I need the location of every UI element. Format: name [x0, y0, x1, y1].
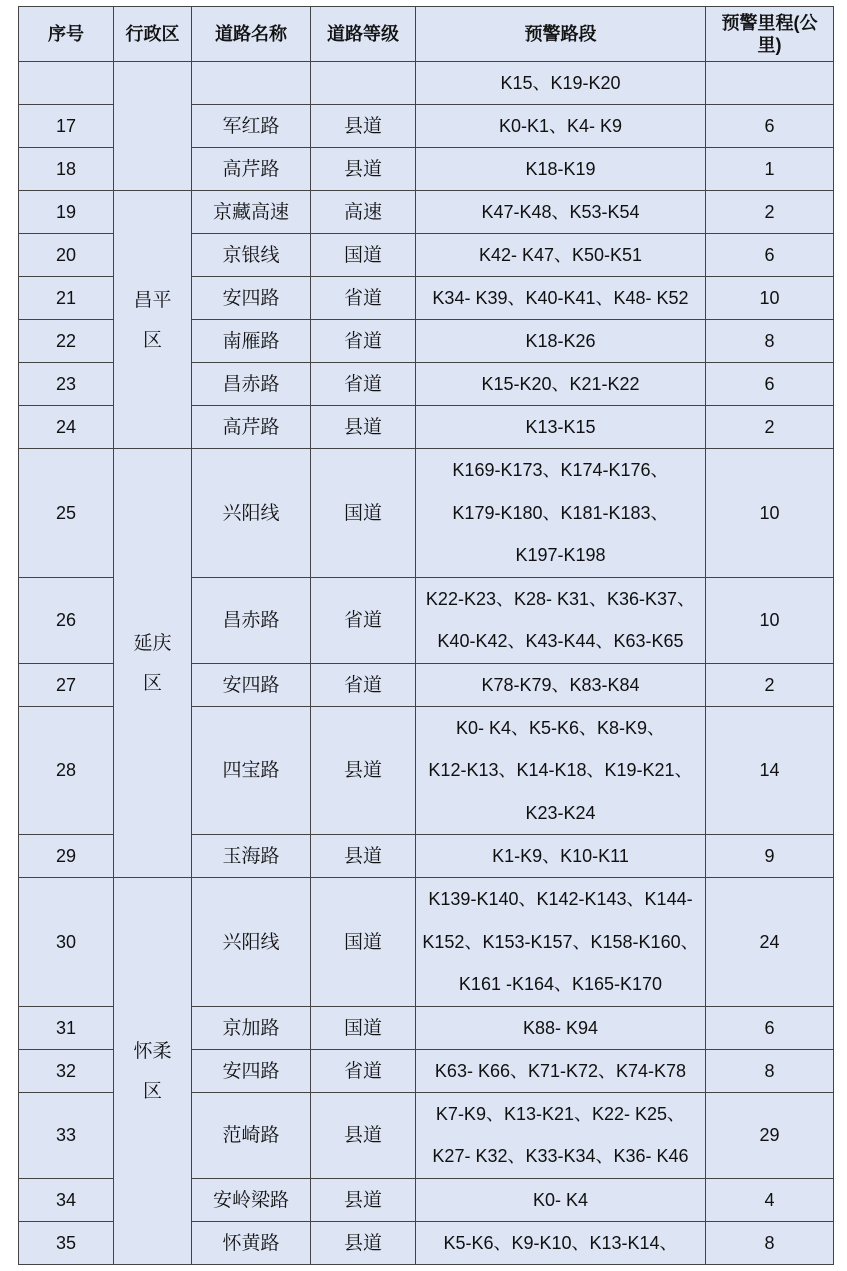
road-grade: 县道 — [311, 1178, 416, 1221]
warning-mileage: 1 — [706, 148, 834, 191]
row-number: 27 — [19, 663, 114, 706]
warning-mileage: 9 — [706, 835, 834, 878]
segment-line: K15-K20、K21-K22 — [481, 374, 640, 394]
warning-segments — [416, 706, 706, 835]
row-number: 20 — [19, 234, 114, 277]
road-name: 四宝路 — [192, 706, 311, 835]
warning-mileage: 6 — [706, 234, 834, 277]
header-segments: 预警路段 — [416, 7, 706, 62]
segment-line: K0- K4 — [532, 1189, 589, 1210]
segment-line: K18-K19 — [525, 159, 596, 179]
segment-line: K42- K47、K50-K51 — [478, 245, 643, 265]
road-grade: 县道 — [311, 406, 416, 449]
road-name: 安四路 — [192, 1049, 311, 1092]
warning-segments — [416, 105, 706, 148]
segment-line: K47-K48、K53-K54 — [481, 202, 640, 222]
district-label: 区 — [142, 328, 162, 351]
warning-segments — [416, 62, 706, 105]
warning-mileage: 2 — [706, 406, 834, 449]
table-row — [19, 62, 834, 105]
table-row — [19, 449, 834, 578]
road-grade: 县道 — [311, 706, 416, 835]
road-grade: 县道 — [311, 148, 416, 191]
road-name: 高芹路 — [192, 148, 311, 191]
warning-road-table — [18, 6, 834, 1265]
row-number: 35 — [19, 1221, 114, 1264]
district-label: 区 — [142, 1079, 162, 1102]
segment-line: K78-K79、K83-K84 — [481, 674, 640, 695]
warning-mileage: 6 — [706, 363, 834, 406]
header-mileage-line2: 里) — [757, 35, 782, 55]
warning-mileage: 4 — [706, 1178, 834, 1221]
warning-segments — [416, 320, 706, 363]
district-label: 延庆 — [133, 632, 172, 654]
row-number: 17 — [19, 105, 114, 148]
road-grade: 国道 — [311, 449, 416, 578]
warning-mileage — [706, 62, 834, 105]
road-grade: 县道 — [311, 835, 416, 878]
road-name: 兴阳线 — [192, 878, 311, 1007]
segment-line: K1-K9、K10-K11 — [492, 846, 629, 866]
district-cell — [114, 449, 192, 878]
road-name: 京藏高速 — [192, 191, 311, 234]
road-grade: 国道 — [311, 234, 416, 277]
warning-mileage: 6 — [706, 105, 834, 148]
segment-line: K161 -K164、K165-K170 — [458, 974, 663, 994]
row-number: 29 — [19, 835, 114, 878]
segment-line: K152、K153-K157、K158-K160、 — [422, 931, 699, 952]
road-grade: 高速 — [311, 191, 416, 234]
warning-mileage: 8 — [706, 1221, 834, 1264]
road-grade: 国道 — [311, 1006, 416, 1049]
header-mileage-line1: 预警里程(公 — [721, 13, 818, 33]
road-name: 玉海路 — [192, 835, 311, 878]
row-number: 21 — [19, 277, 114, 320]
road-name: 安岭梁路 — [192, 1178, 311, 1221]
road-grade: 省道 — [311, 277, 416, 320]
road-name: 范崎路 — [192, 1092, 311, 1178]
warning-mileage: 10 — [706, 577, 834, 663]
segment-line: K7-K9、K13-K21、K22- K25、 — [435, 1103, 686, 1124]
header-district: 行政区 — [114, 7, 192, 62]
segment-line: K63- K66、K71-K72、K74-K78 — [434, 1060, 687, 1081]
header-no: 序号 — [19, 7, 114, 62]
road-name: 昌赤路 — [192, 577, 311, 663]
district-cell — [114, 878, 192, 1265]
road-grade: 县道 — [311, 105, 416, 148]
road-grade: 省道 — [311, 577, 416, 663]
row-number: 24 — [19, 406, 114, 449]
row-number: 31 — [19, 1006, 114, 1049]
warning-mileage: 2 — [706, 191, 834, 234]
segment-line: K12-K13、K14-K18、K19-K21、 — [428, 760, 693, 780]
road-grade — [311, 62, 416, 105]
district-label: 区 — [142, 672, 162, 694]
road-name: 京银线 — [192, 234, 311, 277]
header-road: 道路名称 — [192, 7, 311, 62]
segment-line: K179-K180、K181-K183、 — [452, 502, 669, 523]
warning-mileage: 2 — [706, 663, 834, 706]
segment-line: K5-K6、K9-K10、K13-K14、 — [443, 1232, 678, 1253]
segment-line: K139-K140、K142-K143、K144- — [428, 889, 693, 909]
road-grade: 县道 — [311, 1092, 416, 1178]
road-grade: 县道 — [311, 1221, 416, 1264]
segment-line: K34- K39、K40-K41、K48- K52 — [432, 288, 689, 308]
road-name: 安四路 — [192, 277, 311, 320]
warning-segments — [416, 577, 706, 663]
row-number: 18 — [19, 148, 114, 191]
warning-segments — [416, 191, 706, 234]
road-name: 兴阳线 — [192, 449, 311, 578]
row-number: 32 — [19, 1049, 114, 1092]
warning-segments — [416, 1221, 706, 1264]
row-number: 28 — [19, 706, 114, 835]
warning-segments — [416, 835, 706, 878]
warning-mileage: 6 — [706, 1006, 834, 1049]
road-name: 京加路 — [192, 1006, 311, 1049]
row-number: 26 — [19, 577, 114, 663]
warning-segments — [416, 1178, 706, 1221]
table-header-row — [19, 7, 834, 62]
segment-line: K169-K173、K174-K176、 — [452, 460, 669, 480]
warning-segments — [416, 1092, 706, 1178]
segment-line: K197-K198 — [515, 545, 606, 565]
district-cell — [114, 191, 192, 449]
warning-mileage: 8 — [706, 1049, 834, 1092]
warning-mileage: 24 — [706, 878, 834, 1007]
warning-segments — [416, 663, 706, 706]
warning-segments — [416, 363, 706, 406]
segment-line: K23-K24 — [525, 802, 596, 823]
warning-segments — [416, 277, 706, 320]
table-row — [19, 878, 834, 1007]
row-number: 33 — [19, 1092, 114, 1178]
warning-segments — [416, 1006, 706, 1049]
road-grade: 省道 — [311, 663, 416, 706]
warning-mileage: 14 — [706, 706, 834, 835]
warning-mileage: 8 — [706, 320, 834, 363]
road-grade: 省道 — [311, 1049, 416, 1092]
segment-line: K0- K4、K5-K6、K8-K9、 — [455, 717, 666, 738]
header-mileage — [706, 7, 834, 62]
segment-line: K18-K26 — [525, 331, 596, 351]
district-label: 昌平 — [133, 288, 172, 311]
warning-segments — [416, 406, 706, 449]
road-grade: 省道 — [311, 363, 416, 406]
segment-line: K27- K32、K33-K34、K36- K46 — [432, 1146, 689, 1166]
table-row — [19, 191, 834, 234]
segment-line: K40-K42、K43-K44、K63-K65 — [437, 631, 684, 651]
row-number: 34 — [19, 1178, 114, 1221]
road-name — [192, 62, 311, 105]
warning-segments — [416, 449, 706, 578]
row-number: 19 — [19, 191, 114, 234]
segment-line: K15、K19-K20 — [500, 73, 621, 93]
row-number — [19, 62, 114, 105]
row-number: 25 — [19, 449, 114, 578]
segment-line: K13-K15 — [525, 417, 596, 437]
road-name: 昌赤路 — [192, 363, 311, 406]
road-name: 南雁路 — [192, 320, 311, 363]
district-cell — [114, 62, 192, 191]
warning-mileage: 10 — [706, 277, 834, 320]
warning-mileage: 29 — [706, 1092, 834, 1178]
segment-line: K22-K23、K28- K31、K36-K37、 — [425, 588, 696, 609]
warning-segments — [416, 234, 706, 277]
row-number: 30 — [19, 878, 114, 1007]
segment-line: K88- K94 — [522, 1017, 599, 1038]
road-grade: 省道 — [311, 320, 416, 363]
district-label: 怀柔 — [133, 1039, 172, 1062]
road-name: 怀黄路 — [192, 1221, 311, 1264]
segment-line: K0-K1、K4- K9 — [498, 116, 623, 136]
warning-segments — [416, 148, 706, 191]
row-number: 23 — [19, 363, 114, 406]
header-grade: 道路等级 — [311, 7, 416, 62]
warning-mileage: 10 — [706, 449, 834, 578]
row-number: 22 — [19, 320, 114, 363]
warning-segments — [416, 878, 706, 1007]
road-grade: 国道 — [311, 878, 416, 1007]
road-name: 军红路 — [192, 105, 311, 148]
warning-segments — [416, 1049, 706, 1092]
road-name: 安四路 — [192, 663, 311, 706]
road-name: 高芹路 — [192, 406, 311, 449]
